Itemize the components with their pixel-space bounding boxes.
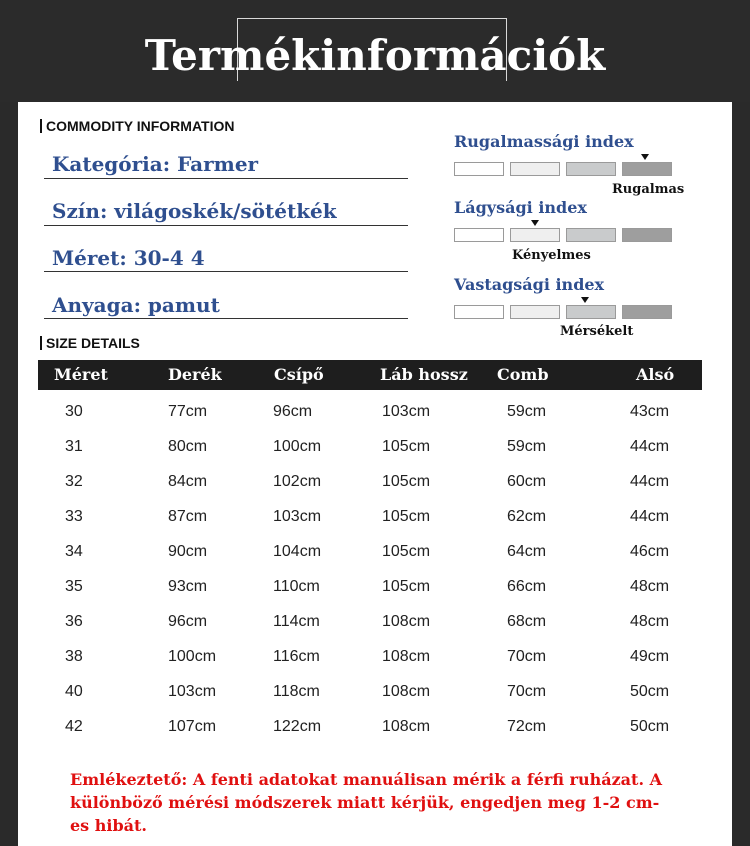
table-cell: 68cm — [507, 613, 547, 630]
table-cell: 31 — [65, 438, 83, 455]
color-text: Szín: világoskék/sötétkék — [52, 199, 337, 223]
table-row — [38, 543, 702, 578]
table-cell: 48cm — [630, 613, 670, 630]
table-cell: 84cm — [168, 473, 208, 490]
table-cell: 62cm — [507, 508, 547, 525]
table-cell: 64cm — [507, 543, 547, 560]
table-cell: 38 — [65, 648, 83, 665]
size-range-text: Méret: 30-4 4 — [52, 246, 205, 270]
table-cell: 100cm — [168, 648, 217, 665]
table-row — [38, 508, 702, 543]
table-cell: 35 — [65, 578, 83, 595]
softness-scale — [454, 228, 672, 242]
table-cell: 33 — [65, 508, 83, 525]
thickness-index-title: Vastagsági index — [454, 275, 605, 294]
table-cell: 34 — [65, 543, 83, 560]
table-cell: 87cm — [168, 508, 208, 525]
divider — [44, 178, 408, 179]
table-row — [38, 648, 702, 683]
table-cell: 36 — [65, 613, 83, 630]
table-cell: 42 — [65, 718, 83, 735]
table-cell: 108cm — [382, 683, 431, 700]
table-row — [38, 438, 702, 473]
table-cell: 96cm — [273, 403, 313, 420]
table-cell: 30 — [65, 403, 83, 420]
table-cell: 108cm — [382, 648, 431, 665]
measurement-note: Emlékeztető: A fenti adatokat manuálisan mérik a férfi ruházat. A különböző mérési módszerek miatt kérjük, engedjen meg 1-2 cm-es hibát. — [70, 770, 662, 835]
table-cell: 66cm — [507, 578, 547, 595]
col-header: Alsó — [636, 365, 675, 384]
table-cell: 103cm — [273, 508, 322, 525]
table-cell: 60cm — [507, 473, 547, 490]
table-cell: 40 — [65, 683, 83, 700]
table-cell: 96cm — [168, 613, 208, 630]
table-row — [38, 683, 702, 718]
elasticity-index-title: Rugalmassági index — [454, 132, 634, 151]
table-cell: 105cm — [382, 473, 431, 490]
table-cell: 105cm — [382, 578, 431, 595]
elasticity-marker-icon — [641, 154, 649, 160]
category-text: Kategória: Farmer — [52, 152, 259, 176]
col-header: Comb — [497, 365, 549, 384]
table-cell: 107cm — [168, 718, 217, 735]
table-cell: 103cm — [382, 403, 431, 420]
table-cell: 110cm — [273, 578, 320, 595]
table-row — [38, 718, 702, 753]
size-label-text: SIZE DETAILS — [46, 335, 140, 351]
table-cell: 72cm — [507, 718, 547, 735]
table-cell: 93cm — [168, 578, 208, 595]
size-table-header — [38, 360, 702, 390]
thickness-marker-icon — [581, 297, 589, 303]
col-header: Csípő — [274, 365, 324, 384]
table-cell: 59cm — [507, 438, 547, 455]
table-cell: 103cm — [168, 683, 217, 700]
divider — [44, 318, 408, 319]
table-cell: 116cm — [273, 648, 320, 665]
material-text: Anyaga: pamut — [52, 293, 220, 317]
table-cell: 108cm — [382, 718, 431, 735]
table-cell: 105cm — [382, 543, 431, 560]
elasticity-value: Rugalmas — [612, 182, 685, 197]
col-header: Derék — [168, 365, 222, 384]
header-banner — [0, 0, 750, 102]
col-header: Láb hossz — [380, 365, 468, 384]
table-row — [38, 578, 702, 613]
table-cell: 77cm — [168, 403, 208, 420]
table-cell: 59cm — [507, 403, 547, 420]
table-cell: 50cm — [630, 683, 670, 700]
table-cell: 44cm — [630, 473, 670, 490]
table-cell: 105cm — [382, 438, 431, 455]
table-cell: 32 — [65, 473, 83, 490]
table-cell: 46cm — [630, 543, 670, 560]
table-cell: 108cm — [382, 613, 431, 630]
table-cell: 100cm — [273, 438, 322, 455]
divider — [44, 225, 408, 226]
table-row — [38, 613, 702, 648]
table-cell: 118cm — [273, 683, 320, 700]
commodity-label-text: COMMODITY INFORMATION — [46, 118, 235, 134]
table-cell: 114cm — [273, 613, 320, 630]
table-cell: 43cm — [630, 403, 670, 420]
thickness-scale — [454, 305, 672, 319]
elasticity-scale — [454, 162, 672, 176]
table-cell: 70cm — [507, 683, 547, 700]
table-cell: 102cm — [273, 473, 322, 490]
divider — [44, 271, 408, 272]
size-section-label — [40, 335, 140, 351]
thickness-value: Mérsékelt — [560, 324, 634, 339]
table-cell: 80cm — [168, 438, 208, 455]
table-cell: 49cm — [630, 648, 670, 665]
table-cell: 70cm — [507, 648, 547, 665]
content-panel — [18, 102, 732, 846]
softness-index-title: Lágysági index — [454, 198, 587, 217]
page-title: Termékinformációk — [144, 31, 606, 80]
table-cell: 44cm — [630, 508, 670, 525]
table-cell: 105cm — [382, 508, 431, 525]
table-row — [38, 403, 702, 438]
table-cell: 50cm — [630, 718, 670, 735]
softness-value: Kényelmes — [512, 248, 591, 263]
table-row — [38, 473, 702, 508]
table-cell: 104cm — [273, 543, 322, 560]
table-cell: 48cm — [630, 578, 670, 595]
table-cell: 122cm — [273, 718, 322, 735]
table-cell: 44cm — [630, 438, 670, 455]
table-cell: 90cm — [168, 543, 208, 560]
col-header: Méret — [54, 365, 108, 384]
softness-marker-icon — [531, 220, 539, 226]
commodity-section-label — [40, 118, 234, 134]
